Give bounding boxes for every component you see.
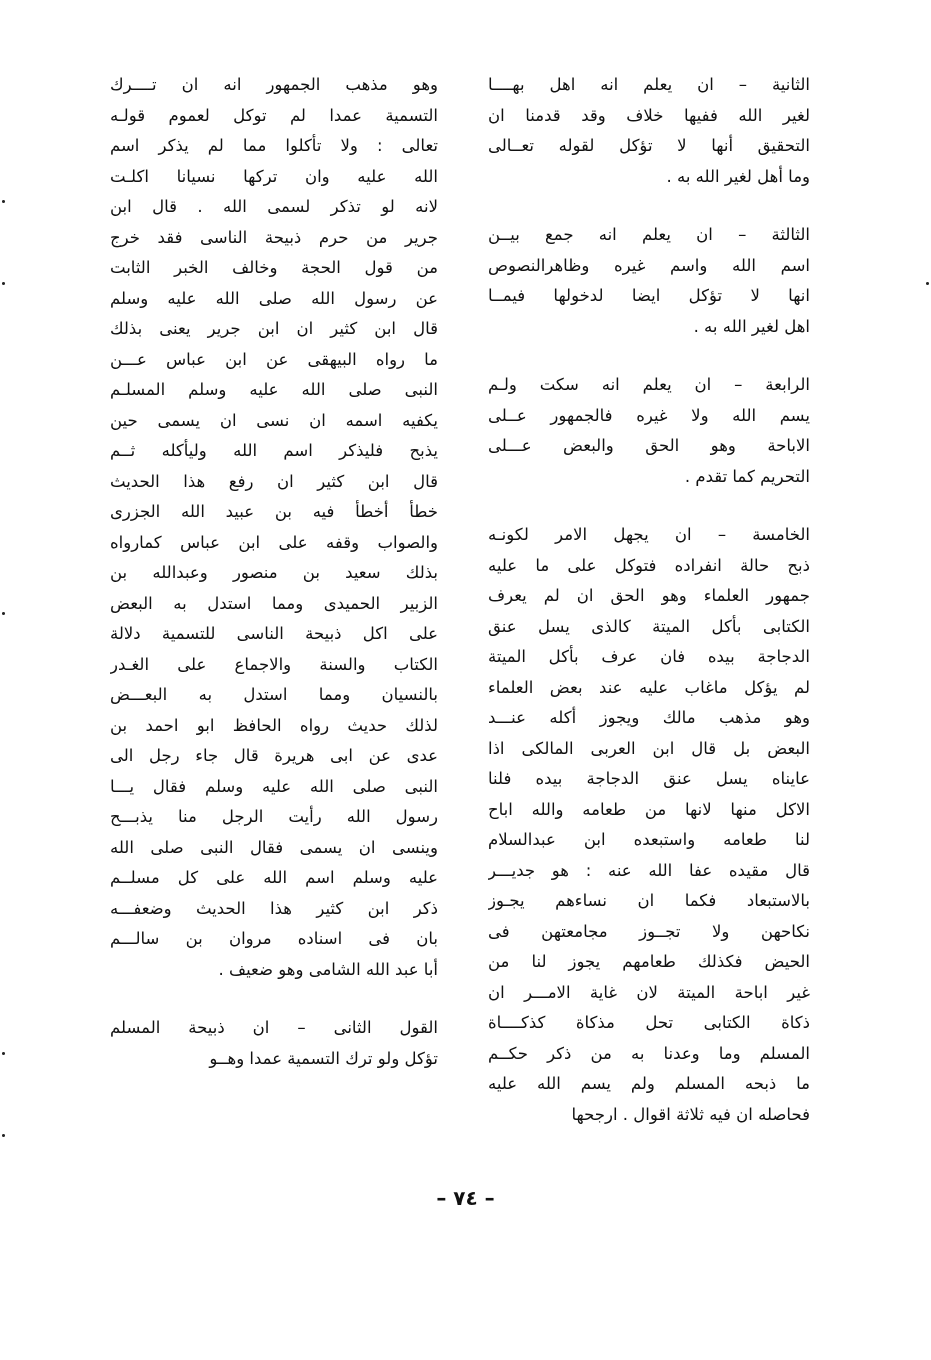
scan-speck (2, 200, 5, 203)
text-line: لنا طعامه واستبعده ابن عبدالسلام (488, 830, 810, 849)
text-line: الاباحة وهو الحق والبعض عـــلى (488, 436, 810, 455)
text-line: الزبير الحميدى ومما استدل به البعض (110, 593, 438, 613)
text-line: وما أهل لغير الله به . (666, 166, 810, 186)
text-line: خطأ أخطأ فيه بن عبيد الله الجزرى (110, 502, 438, 521)
text-line: الاكل منها لانها من طعامه والله اباح (488, 799, 810, 819)
text-line: بان فى اسناده مروان بن سالـــم (110, 929, 438, 948)
text-line: الثالثة – ان يعلم انه جمع بيــن (488, 225, 810, 244)
text-line: لغير الله ففيها خلاف وقد قدمنا ان (488, 105, 810, 125)
text-line: الكتاب والسنة والاجماع على الغـدر (110, 654, 438, 674)
text-line: تؤكل ولو ترك التسمية عمدا وهــو (209, 1048, 438, 1068)
text-line: الله عليه وان تركها نسيانا اكلـت (110, 166, 438, 186)
scan-speck (2, 612, 5, 615)
text-line: عليه وسلم اسم الله على كل مسلــم (110, 868, 438, 887)
text-line: القول الثانى – ان ذبيحة المسلم (110, 1018, 438, 1037)
text-line: جرير من حرم ذبيحة الناسى فقد خرج (110, 227, 438, 247)
text-line: وهو مذهب مالك ويجوز أكله عنـــد (488, 708, 810, 727)
text-line: بالنسيان ومما استدل به البعـــض (110, 685, 438, 704)
right-column-paragraph (488, 70, 810, 192)
left-text-column (110, 70, 438, 1102)
text-line: نكاحهن ولا تجــوز مجامعتهن فى (488, 921, 810, 941)
scan-speck (2, 1052, 5, 1055)
text-line: قال ابن كثير ان رفع هذا الحديث (110, 471, 438, 491)
text-line: وينسى ان يسمى فقال النبى صلى الله (110, 837, 438, 857)
text-line: عدى عن ابى هريرة قال جاء رجل الى (110, 746, 438, 765)
text-line: النبى صلى الله عليه وسلم المسلـم (110, 380, 438, 399)
text-line: جمهور العلماء وهو الحق ان لم يعرف (488, 586, 810, 605)
text-line: عايناه يسل عنق الدجاجة بيده فلنا (488, 769, 810, 788)
text-line: غير اباحة الميتة لان غاية الامـــر ان (488, 982, 810, 1002)
text-line: يذبح فليذكر اسم الله وليأكله ثــم (110, 441, 438, 460)
text-line: الدجاجة بيده فان عرف بأكل الميتة (488, 647, 810, 666)
text-line: يكفيه اسمه ان نسى ان يسمى حين (110, 410, 438, 430)
left-column-paragraph (110, 1013, 438, 1074)
text-line: بالاستبعاد فكما ان نساءهم يجـوز (488, 891, 810, 910)
text-line: ذكر ابن كثير هذا الحديث وضعفـــه (110, 898, 438, 918)
text-line: التحريم كما تقدم . (684, 466, 810, 486)
right-column-paragraph (488, 370, 810, 492)
text-line: الثانية – ان يعلم انه اهل بهــــا (488, 75, 810, 94)
text-line: البعض بل قال ابن العربى المالكى اذا (488, 738, 810, 758)
page-number: – ٧٤ – (436, 1186, 495, 1210)
text-line: اسم الله واسم غيره وظاهرالنصوص (488, 255, 810, 275)
text-line: فحاصله ان فيه ثلاثة اقوال . ارجحها (571, 1104, 810, 1124)
right-text-column (488, 70, 810, 1158)
text-line: اهل لغير الله به . (693, 316, 810, 336)
text-line: رسول الله رأيت الرجل منا يذبـــح (110, 807, 438, 826)
text-line: لذلك حديث رواه الحافظ ابو احمد بن (110, 715, 438, 735)
right-column-paragraph (488, 520, 810, 1130)
text-line: الكتابى بأكل الميتة كالذى يسل عنق (488, 616, 810, 636)
text-line: الحيض فكذلك طعامهم يجوز لنا من (488, 952, 810, 971)
text-line: التحقيق أنها لا تؤكل لقوله تعــالى (488, 136, 810, 155)
text-line: من قول الحجة وخالف الخبر الثابت (110, 258, 438, 277)
left-column-paragraph (110, 70, 438, 985)
text-line: الخامسة – ان يجهل الامر لكونـه (488, 525, 810, 544)
text-line: ذكاة الكتابى تحل مذكاة كذكــــاة (488, 1013, 810, 1032)
text-line: بذلك سعيد بن منصور وعبدالله بن (110, 563, 438, 582)
text-line: الرابعة – ان يعلم انه سكت ولـم (488, 375, 810, 394)
right-column-paragraph (488, 220, 810, 342)
text-line: المسلم وما وعدنا به من ذكر حكــم (488, 1043, 810, 1063)
text-line: النبى صلى الله عليه وسلم فقال يـــا (110, 776, 438, 796)
text-line: انها لا تؤكل ايضا لدخولها فيمــا (488, 286, 810, 305)
scan-speck (926, 282, 929, 285)
text-line: أبا عبد الله الشامى وهو ضعيف . (218, 959, 438, 979)
text-line: ما رواه البيهقى عن ابن عباس عـــن (110, 349, 438, 369)
scan-speck (2, 282, 5, 285)
text-line: على اكل ذبيحة الناسى للتسمية دلالة (110, 624, 438, 643)
text-line: يسم الله ولا غيره فالجمهور عــلى (488, 405, 810, 425)
text-line: لانه لو تذكر لسمى الله . قال ابن (110, 197, 438, 216)
text-line: قال ابن كثير ان ابن جرير يعنى بذلك (110, 319, 438, 338)
text-line: ذبح حالة انفراده فتوكل على ما عليه (488, 555, 810, 575)
text-line: عن رسول الله صلى الله عليه وسلم (110, 288, 438, 308)
text-line: والصواب وقفه على ابن عباس كمارواه (110, 532, 438, 552)
scan-speck (2, 1134, 5, 1137)
text-line: لم يؤكل ماغاب عليه عند بعض العلماء (488, 677, 810, 697)
text-line: وهو مذهب الجمهور انه ان تــــرك (110, 75, 438, 94)
text-line: ما ذبحه المسلم ولم يسم الله عليه (488, 1074, 810, 1093)
text-line: قال مقيده عفا الله عنه : هو جديـــر (488, 860, 810, 880)
text-line: تعالى : ولا تأكلوا مما لم يذكر اسم (110, 136, 438, 155)
text-line: التسمية عمدا لم توكل لعموم قولـه (110, 105, 438, 125)
